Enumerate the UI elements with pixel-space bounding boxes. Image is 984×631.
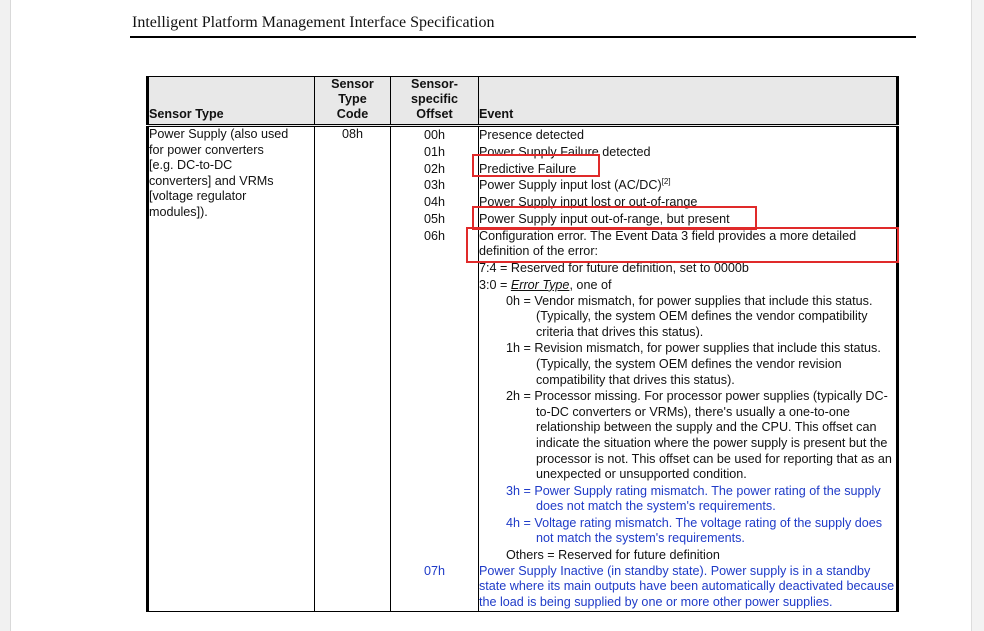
offset-03h: 03h <box>423 178 445 193</box>
sensor-type-cell: Power Supply (also used for power converters [e.g. DC-to-DC converters] and VRMs [voltage regulator modules]). <box>148 126 315 612</box>
table-header-row <box>148 77 898 126</box>
event-07h: Power Supply Inactive (in standby state). Power supply is in a standby state where its main outputs have been automatically deactivated because the load is being supplied by one or more other power supplies. <box>479 563 895 610</box>
event-cell <box>479 126 898 612</box>
event-05h: Power Supply input out-of-range, but present <box>479 211 730 226</box>
event-06h: Configuration error. The Event Data 3 field provides a more detailed definition of the error: <box>479 228 857 259</box>
footnote-ref: [2] <box>661 177 671 187</box>
sensor-type-code-cell: 08h <box>315 126 391 612</box>
header-event: Event <box>479 77 898 126</box>
offset-06h: 06h <box>423 228 445 243</box>
error-2h: 2h = Processor missing. For processor power supplies (typically DC-to-DC converters or VRMs), there's usually a one-to-one relationship between the supply and the CPU. This offset can indicate the situation where the power supply is present but the processor is not. This offset can be used for reporting that as an unexpected or unsupported condition. <box>506 389 892 482</box>
offset-spacer <box>391 245 478 563</box>
offset-00h: 00h <box>423 128 445 142</box>
error-1h: 1h = Revision mismatch, for power supplies that include this status. (Typically, the system OEM defines the vendor revision compatibility that drives this status). <box>506 341 881 387</box>
event-02h: Predictive Failure <box>479 161 577 176</box>
offset-01h: 01h <box>423 144 445 159</box>
error-3h: 3h = Power Supply rating mismatch. The power rating of the supply does not match the system's requirements. <box>506 483 881 514</box>
header-sensor-specific-offset: Sensor- specific Offset <box>391 77 479 126</box>
highlight-configuration-error <box>466 227 899 263</box>
error-0h: 0h = Vendor mismatch, for power supplies that include this status. (Typically, the system OEM defines the vendor compatibility criteria that drives this status). <box>506 293 873 339</box>
table-row <box>148 126 898 612</box>
highlight-predictive-failure <box>472 154 600 177</box>
document-header-title: Intelligent Platform Management Interface Specification <box>132 14 495 31</box>
header-sensor-type: Sensor Type <box>148 77 315 126</box>
event-03h: Power Supply input lost (AC/DC)[2] <box>479 177 671 193</box>
offset-07h: 07h <box>423 563 445 578</box>
offset-04h: 04h <box>423 195 445 210</box>
offset-02h: 02h <box>423 161 445 176</box>
event-00h: Presence detected <box>479 128 585 142</box>
error-others: Others = Reserved for future definition <box>506 548 720 563</box>
event-01h: Power Supply Failure detected <box>479 144 651 159</box>
event-04h: Power Supply input lost or out-of-range <box>479 195 698 210</box>
bits-3-0: 3:0 = Error Type, one of <box>479 277 612 292</box>
error-type-term: Error Type <box>510 277 570 292</box>
offset-05h: 05h <box>423 211 445 226</box>
viewer-left-margin <box>0 0 11 631</box>
bits-7-4: 7:4 = Reserved for future definition, set to 0000b <box>479 260 749 275</box>
error-4h: 4h = Voltage rating mismatch. The voltage rating of the supply does not match the system's requirements. <box>506 515 883 546</box>
viewer-scrollbar-track[interactable] <box>971 0 984 631</box>
offset-cell <box>391 126 479 612</box>
header-rule <box>130 36 916 38</box>
header-sensor-type-code: Sensor Type Code <box>315 77 391 126</box>
